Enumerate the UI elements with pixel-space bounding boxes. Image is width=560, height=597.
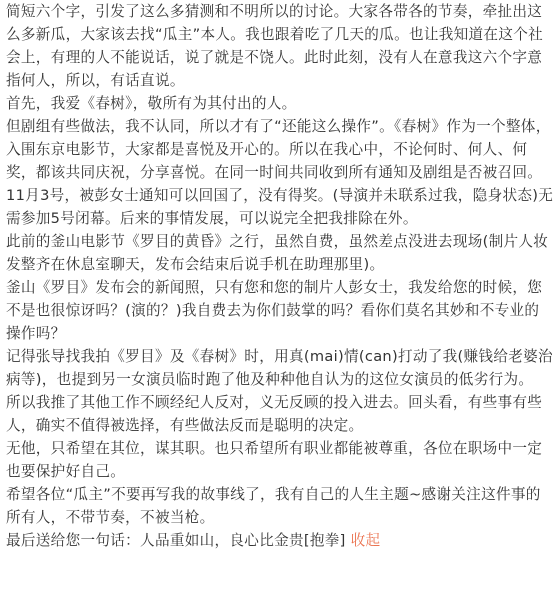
- paragraph: 无他，只希望在其位，谋其职。也只希望所有职业都能被尊重，各位在职场中一定也要保护好自己。: [6, 440, 543, 480]
- paragraph: 希望各位“瓜主”不要再写我的故事线了，我有自己的人生主题~感谢关注这件事的所有人，不带节奏，不被当枪。: [6, 486, 541, 526]
- paragraph: 此前的釜山电影节《罗目的黄昏》之行，虽然自费，虽然差点没进去现场(制片人妆发整齐在休息室聊天，发布会结束后说手机在助理那里)。: [6, 233, 549, 273]
- paragraph: 但剧组有些做法，我不认同，所以才有了“还能这么操作”。《春树》作为一个整体，入围东京电影节，大家都是喜悦及开心的。所以在我心中，不论何时、何人、何奖，都该共同庆祝，分享喜悦。在同一时间共同收到所有通知及剧组是否被召回。: [6, 118, 551, 181]
- closing-text: 最后送给您一句话：人品重如山，良心比金贵[抱拳]: [6, 532, 346, 549]
- collapse-link[interactable]: 收起: [350, 532, 381, 549]
- paragraph: 首先，我爱《春树》，敬所有为其付出的人。: [6, 95, 297, 112]
- closing-paragraph: [6, 529, 554, 552]
- paragraph: 记得张导找我拍《罗目》及《春树》时，用真(mai)情(can)打动了我(赚钱给老婆治病等)，也提到另一女演员临时跑了他及种种他自认为的这位女演员的低劣行为。: [6, 348, 553, 388]
- paragraph: 简短六个字，引发了这么多猜测和不明所以的讨论。大家各带各的节奏，牵扯出这么多新瓜，大家该去找“瓜主”本人。我也跟着吃了几天的瓜。也让我知道在这个社会上，有理的人不能说话，说了就是不饶人。此时此刻，没有人在意我这六个字意指何人，所以，有话直说。: [6, 3, 544, 89]
- paragraph: 所以我推了其他工作不顾经纪人反对，义无反顾的投入进去。回头看，有些事有些人，确实不值得被选择，有些做法反而是聪明的决定。: [6, 394, 543, 434]
- paragraph: 釜山《罗目》发布会的新闻照，只有您和您的制片人彭女士，我发给您的时候，您不是也很惊讶吗？(演的？)我自费去为你们鼓掌的吗？看你们莫名其妙和不专业的操作吗？: [6, 279, 543, 342]
- paragraph: 11月3号，被彭女士通知可以回国了，没有得奖。(导演并未联系过我，隐身状态)无需参加5号闭幕。后来的事情发展，可以说完全把我排除在外。: [6, 187, 554, 227]
